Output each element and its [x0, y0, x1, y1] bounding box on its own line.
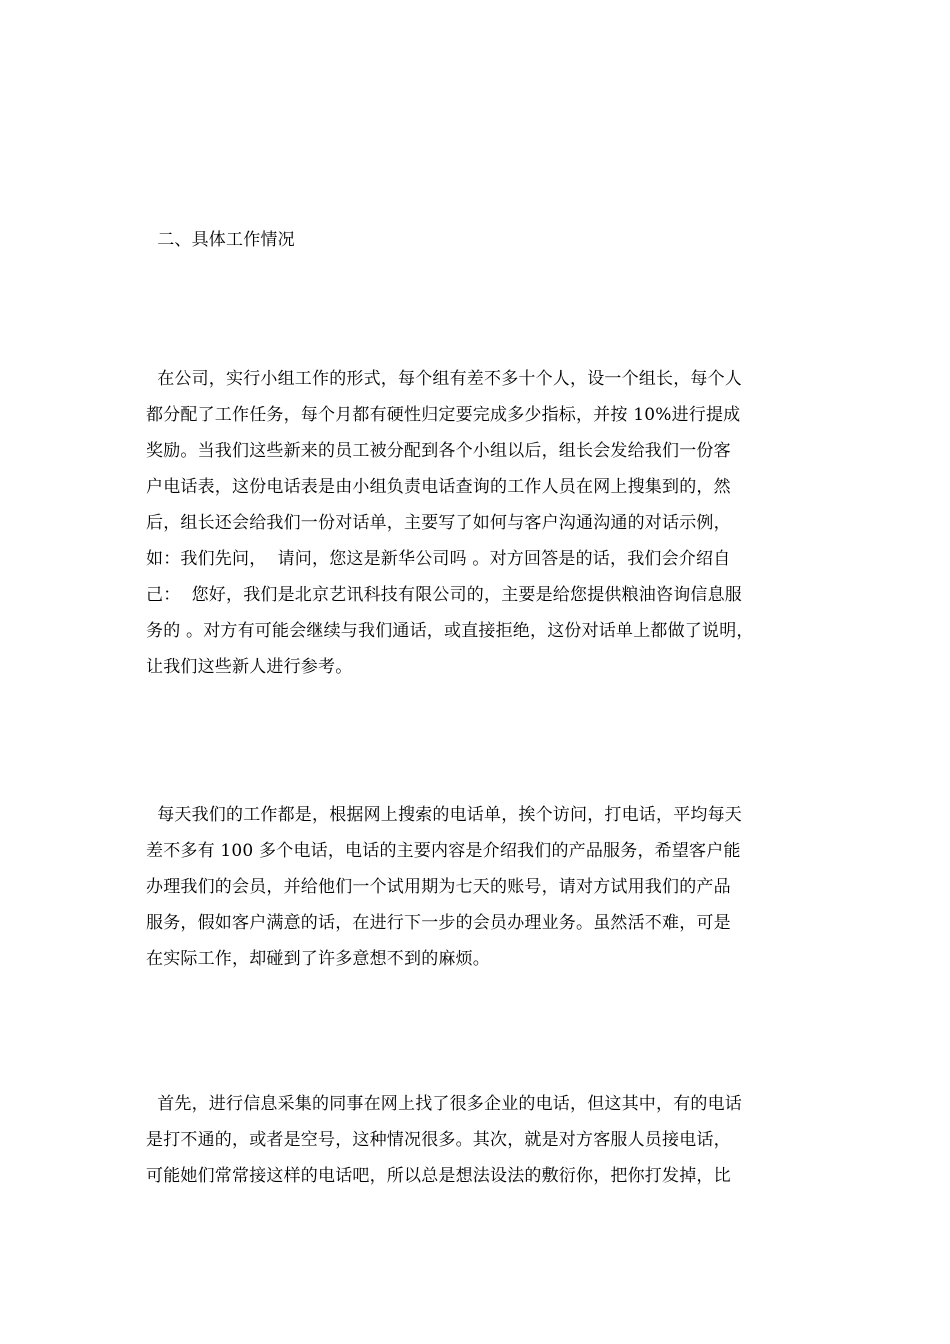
paragraph-1-line-1: 在公司，实行小组工作的形式，每个组有差不多十个人，设一个组长，每个人	[146, 369, 743, 389]
paragraph-2-line-1: 每天我们的工作都是，根据网上搜索的电话单，挨个访问，打电话，平均每天	[146, 805, 743, 825]
paragraph-2-line-3: 办理我们的会员，并给他们一个试用期为七天的账号，请对方试用我们的产品	[146, 877, 731, 897]
paragraph-1-line-5: 后，组长还会给我们一份对话单，主要写了如何与客户沟通沟通的对话示例，	[146, 513, 731, 533]
paragraph-1-line-7: 己： 您好，我们是北京艺讯科技有限公司的，主要是给您提供粮油咨询信息服	[146, 585, 743, 605]
paragraph-3-line-3: 可能她们常常接这样的电话吧，所以总是想法设法的敷衍你，把你打发掉，比	[146, 1166, 731, 1186]
paragraph-1-line-9: 让我们这些新人进行参考。	[146, 657, 353, 677]
paragraph-1-line-6: 如：我们先问， 请问，您这是新华公司吗 。对方回答是的话，我们会介绍自	[146, 549, 731, 569]
paragraph-3-line-1: 首先，进行信息采集的同事在网上找了很多企业的电话，但这其中，有的电话	[146, 1094, 743, 1114]
paragraph-1-line-4: 户电话表，这份电话表是由小组负责电话查询的工作人员在网上搜集到的，然	[146, 477, 731, 497]
section-heading: 二、具体工作情况	[146, 230, 295, 250]
paragraph-3-line-2: 是打不通的，或者是空号，这种情况很多。其次，就是对方客服人员接电话，	[146, 1130, 731, 1150]
paragraph-2-line-2: 差不多有 100 多个电话，电话的主要内容是介绍我们的产品服务，希望客户能	[146, 841, 741, 861]
paragraph-1-line-8: 务的 。对方有可能会继续与我们通话，或直接拒绝，这份对话单上都做了说明，	[146, 621, 754, 641]
paragraph-1-line-3: 奖励。当我们这些新来的员工被分配到各个小组以后，组长会发给我们一份客	[146, 441, 731, 461]
paragraph-2-line-5: 在实际工作，却碰到了许多意想不到的麻烦。	[146, 949, 490, 969]
paragraph-1-line-2: 都分配了工作任务，每个月都有硬性归定要完成多少指标，并按 10%进行提成	[146, 405, 741, 425]
paragraph-2-line-4: 服务，假如客户满意的话，在进行下一步的会员办理业务。虽然活不难，可是	[146, 913, 731, 933]
